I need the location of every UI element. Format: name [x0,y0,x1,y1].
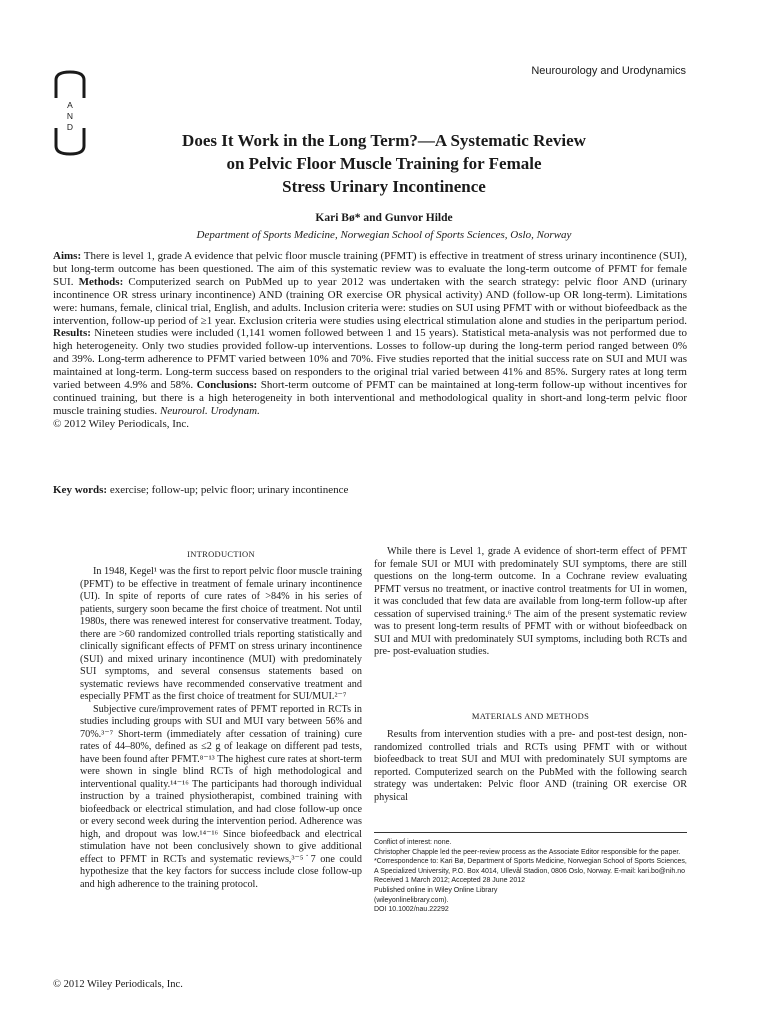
methods-text: Computerized search on PubMed up to year 2012 was undertaken with the search strategy: pelvic floor AND (urinary incontinence OR stress urinary incontinence) AND (training OR exercise OR physical activity) AND (follow-up OR long-term). Limitations were: humans, female, clinical trial, English, and adults. Inclusion criteria were: studies on SUI using PFMT with or without biofeedback as the intervention, follow-up period of ≥1 year. Exclusion criteria were studies using electrical stimulation alone and studies in the peripartum period. [53,275,687,327]
journal-name: Neurourology and Urodynamics [531,65,686,77]
authors: Kari Bø* and Gunvor Hilde [315,212,453,224]
footnote: Published online in Wiley Online Library [374,886,498,894]
keywords-label: Key words: [53,484,108,496]
affiliation: Department of Sports Medicine, Norwegian School of Sports Sciences, Oslo, Norway [196,229,572,241]
footnote: DOI 10.1002/nau.22292 [374,906,449,914]
footnote: *Correspondence to: Kari Bø, Department of Sports Medicine, Norwegian School of Sports Sciences, A Specialized University, P.O. Box 4014, Ullevål Stadion, 0806 Oslo, Norway. E-mail: kari.bo@nih.no [374,858,687,875]
title-line: Stress Urinary Incontinence [282,177,486,196]
methods-paragraph-1: Results from intervention studies with a pre- and post-test design, non-randomized controlled trials and RCTs using PFMT with or without biofeedback to treat SUI and MUI with predominately SUI symptoms are reported. Computerized search on the PubMed with the following search strategy was undertaken: Pelvic floor AND (training OR exercise OR physical [374,729,687,803]
logo-letter: D [66,122,74,132]
aims-text: There is level 1, grade A evidence that pelvic floor muscle training (PFMT) is effective in treatment of stress urinary incontinence (SUI), but long-term outcome has been questioned. The aim of this systematic review was to evaluate the long-term outcome of PFMT for female SUI. [53,250,687,288]
footnote-divider [374,832,687,833]
aims-label: Aims: [53,250,82,262]
right-column-methods [374,729,687,804]
intro-paragraph-2: Subjective cure/improvement rates of PFMT reported in RCTs in studies including groups with SUI and MUI vary between 56% and 70%.³⁻⁷ Short-term (immediately after cessation of training) cure rates of 44–80%, defined as ≤2 g of leakage on different pad tests, have been found after PFMT.⁸⁻¹³ The highest cure rates at short-term were shown in single blind RCTs of high methodological and interventional quality.¹⁴⁻¹⁶ The participants had thorough individual instruction by a trained physiotherapist, combined training with biofeedback or electrical stimulation, and had close follow-up once or every second week during the intervention period. Adherence was high, and dropout was low.¹⁴⁻¹⁶ Since biofeedback and electrical stimulation have not been conclusively shown to give additional effect to PFMT in RCTs and systematic reviews,³⁻⁵˙7 one could hypothesize that the key factors for success include close follow-up and high adherence to the training protocol. [80,703,362,890]
footnote: Christopher Chapple led the peer-review process as the Associate Editor responsible for the paper. [374,848,681,856]
title-line: on Pelvic Floor Muscle Training for Female [226,154,542,173]
footnote: (wileyonlinelibrary.com). [374,896,449,904]
footnote: Received 1 March 2012; Accepted 28 June 2012 [374,877,525,885]
footnotes [374,838,687,915]
footnote: Conflict of interest: none. [374,839,452,846]
conclusions-text: Short-term outcome of PFMT can be maintained at long-term follow-up without incentives for continued training, but there is a high heterogeneity in both interventional and methodological quality in short-and long-term pelvic floor muscle training studies. [53,379,687,417]
abstract [53,250,687,431]
introduction-heading: INTRODUCTION [187,549,255,559]
logo-letter: A [67,100,73,110]
results-label: Results: [53,327,91,340]
title-line: Does It Work in the Long Term?—A Systematic Review [182,131,586,150]
right-column-intro [374,546,687,659]
intro-paragraph-3: While there is Level 1, grade A evidence of short-term effect of PFMT for female SUI or MUI with predominately SUI symptoms, there are still questions on the long-term outcome. In a Cochrane review evaluating PFMT versus no treatment, or inactive control treatments for UI in women, it was concluded that few data are available from long-term follow-up after cessation of supervised training.⁶ The aim of the present systematic review was to present long-term results of PFMT with or without biofeedback on SUI and MUI with predominately SUI symptoms, including both RCTs and pre- post-evaluation studies. [374,546,687,657]
journal-logo-letters [64,100,76,133]
left-column [80,566,362,891]
methods-heading: MATERIALS AND METHODS [471,711,590,721]
methods-label: Methods: [78,275,124,288]
conclusions-label: Conclusions: [196,379,258,392]
article-title [96,129,672,198]
journal-citation: Neurourol. Urodynam. [159,404,260,417]
abstract-copyright: © 2012 Wiley Periodicals, Inc. [53,417,190,430]
intro-paragraph-1: In 1948, Kegel¹ was the first to report pelvic floor muscle training (PFMT) to be effective in treatment of female urinary incontinence (UI). In spite of reports of cure rates of >84% in his series of patients, surgery soon became the first choice of treatment. Not until 1980s, there was renewed interest for conservative treatment. Today, there are >60 randomized controlled trials reporting statistically and clinically significant effects of PFMT on stress urinary incontinence (SUI) and mixed urinary incontinence (MUI) with predominately SUI symptoms, and several consensus statements based on systematic reviews have recommended conservative treatment and especially PFMT as the first choice of treatment for SUI/MUI.²⁻⁷ [80,566,362,702]
keywords-text: exercise; follow-up; pelvic floor; urinary incontinence [107,484,349,496]
results-text: Nineteen studies were included (1,141 women followed between 1 and 15 years). Statistical meta-analysis was not performed due to high heterogeneity. Only two studies provided follow-up interventions. Losses to follow-up during the long-term period ranged between 0% and 39%. Long-term adherence to PFMT varied between 10% and 70%. Five studies reported that the initial success rate on SUI and MUI was maintained at long-term. Long-term success based on responders to the original trial varied between 41% and 85%. Surgery rates at long term varied between 4.9% and 58%. [53,327,687,392]
logo-letter: N [66,111,74,121]
footer-copyright: © 2012 Wiley Periodicals, Inc. [53,979,183,990]
keywords [53,484,687,496]
